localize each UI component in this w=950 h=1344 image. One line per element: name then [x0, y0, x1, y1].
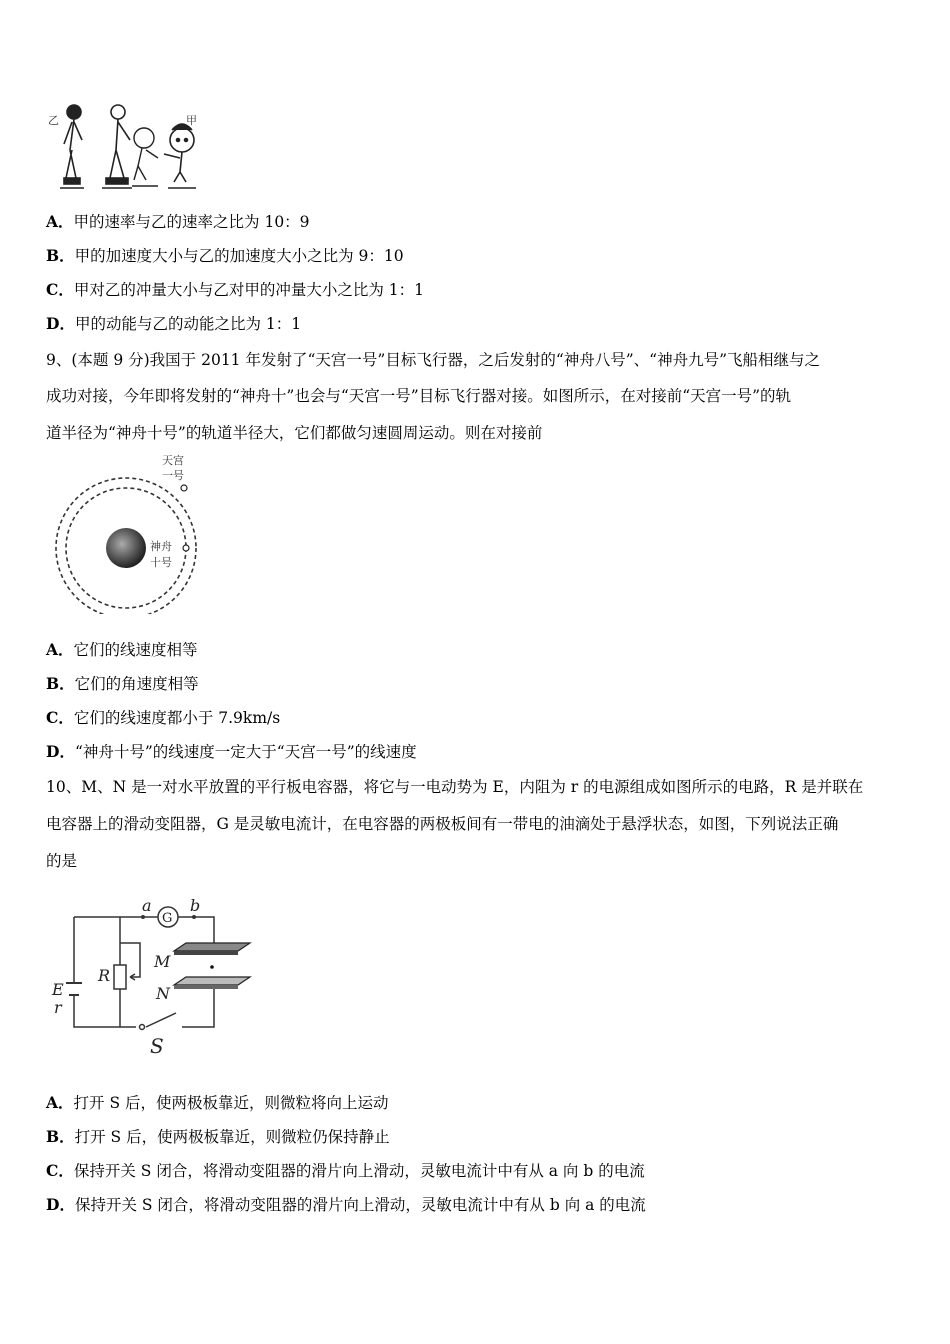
option-letter: D．	[46, 314, 75, 333]
plate-n	[174, 977, 250, 985]
q9-option-a	[46, 640, 198, 660]
q9-stem-line-3: 道半径为“神舟十号”的轨道半径大，它们都做匀速圆周运动。则在对接前	[46, 424, 543, 442]
q10-stem-line-1: 10、M、N 是一对水平放置的平行板电容器，将它与一电动势为 E，内阻为 r 的电源组成如图所示的电路，R 是并联在	[46, 778, 864, 796]
q8-option-d	[46, 314, 301, 334]
q10-stem-line-2: 电容器上的滑动变阻器，G 是灵敏电流计，在电容器的两极板间有一带电的油滴处于悬浮状态，如图，下列说法正确	[46, 815, 839, 833]
option-letter: C．	[46, 1161, 74, 1180]
plate-m	[174, 943, 250, 951]
skater-jia-figure	[164, 124, 196, 188]
option-letter: B．	[46, 1127, 75, 1146]
switch	[146, 1013, 176, 1027]
skater-girl-figure	[132, 128, 158, 186]
q9-stem-line-2: 成功对接，今年即将发射的“神舟十”也会与“天宫一号”目标飞行器对接。如图所示，在对接前“天宫一号”的轨	[46, 387, 792, 405]
label-tiangong-2: 一号	[162, 469, 184, 482]
label-m: M	[154, 952, 171, 971]
q9-option-d	[46, 742, 417, 762]
option-text: 它们的线速度相等	[73, 641, 198, 659]
earth	[106, 528, 146, 568]
label-r-internal: r	[54, 998, 62, 1017]
option-letter: C．	[46, 708, 74, 727]
q8-option-c	[46, 280, 424, 300]
q9-stem-line-1: 9、(本题 9 分)我国于 2011 年发射了“天宫一号”目标飞行器，之后发射的“神舟八号”、“神舟九号”飞船相继与之	[46, 351, 821, 369]
q10-option-b	[46, 1127, 390, 1147]
q10-option-a	[46, 1093, 389, 1113]
wire-top-right	[178, 917, 214, 945]
label-b: b	[190, 896, 201, 915]
option-text: 打开 S 后，使两极板靠近，则微粒将向上运动	[73, 1094, 389, 1112]
label-n: N	[156, 984, 170, 1003]
oil-droplet	[210, 965, 214, 969]
skater-yi-figure	[60, 105, 84, 188]
option-letter: B．	[46, 674, 75, 693]
option-letter: A．	[46, 640, 74, 659]
tiangong-craft	[181, 485, 187, 491]
option-text: 甲的加速度大小与乙的加速度大小之比为 9：10	[74, 247, 404, 265]
circuit-figure	[46, 895, 260, 1061]
q9-option-c	[46, 708, 280, 728]
option-text: 保持开关 S 闭合，将滑动变阻器的滑片向上滑动，灵敏电流计中有从 b 向 a 的电流	[74, 1196, 646, 1214]
battery	[66, 983, 82, 995]
label-shenzhou-2: 十号	[150, 556, 172, 569]
option-letter: D．	[46, 1195, 75, 1214]
q8-option-b	[46, 246, 404, 266]
option-text: “神舟十号”的线速度一定大于“天宫一号”的线速度	[74, 743, 417, 761]
skater-middle-figure	[102, 105, 132, 188]
resistor	[114, 965, 126, 989]
option-text: 打开 S 后，使两极板靠近，则微粒仍保持静止	[74, 1128, 390, 1146]
option-text: 甲的速率与乙的速率之比为 10：9	[73, 213, 310, 231]
label-shenzhou-1: 神舟	[150, 540, 172, 553]
q10-stem-line-3: 的是	[46, 852, 78, 870]
q10-option-c	[46, 1161, 645, 1181]
label-g: G	[162, 911, 173, 926]
option-text: 甲的动能与乙的动能之比为 1：1	[74, 315, 302, 333]
option-text: 保持开关 S 闭合，将滑动变阻器的滑片向上滑动，灵敏电流计中有从 a 向 b 的电流	[73, 1162, 645, 1180]
orbits-figure	[46, 452, 206, 614]
skaters-figure	[46, 100, 206, 196]
q9-option-b	[46, 674, 199, 694]
option-letter: A．	[46, 1093, 74, 1112]
label-a: a	[142, 896, 152, 915]
shenzhou-craft	[183, 545, 189, 551]
label-yi: 乙	[48, 114, 59, 127]
label-e: E	[52, 980, 64, 999]
option-letter: B．	[46, 246, 75, 265]
option-text: 甲对乙的冲量大小与乙对甲的冲量大小之比为 1：1	[73, 281, 424, 299]
option-text: 它们的线速度都小于 7.9km/s	[73, 709, 281, 727]
q10-option-d	[46, 1195, 646, 1215]
option-letter: A．	[46, 212, 74, 231]
option-letter: D．	[46, 742, 75, 761]
slider-wire	[120, 943, 140, 977]
option-letter: C．	[46, 280, 74, 299]
option-text: 它们的角速度相等	[74, 675, 199, 693]
label-jia: 甲	[186, 114, 197, 127]
label-s: S	[150, 1034, 164, 1058]
label-tiangong-1: 天宫	[162, 454, 184, 467]
q8-option-a	[46, 212, 310, 232]
label-r-resistor: R	[98, 966, 111, 985]
wire-bottom-right	[182, 989, 214, 1027]
